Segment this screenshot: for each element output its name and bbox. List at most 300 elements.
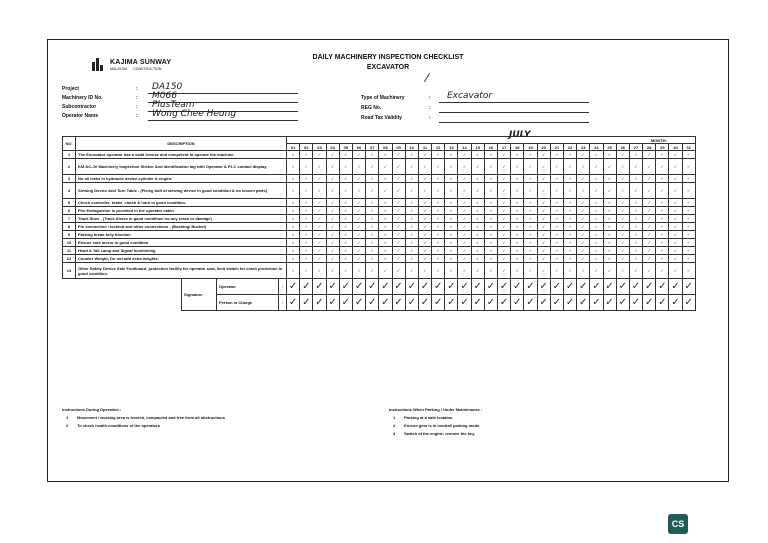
check-mark[interactable]: ✓ [511,247,524,255]
signature-mark[interactable]: ✓ [339,295,352,311]
check-mark[interactable]: ✓ [524,199,537,207]
check-mark[interactable]: ✓ [339,263,352,279]
check-mark[interactable]: ✓ [511,263,524,279]
check-mark[interactable]: ✓ [326,231,339,239]
check-mark[interactable]: ✓ [524,159,537,175]
check-mark[interactable]: ✓ [326,223,339,231]
check-mark[interactable]: ✓ [445,231,458,239]
check-mark[interactable]: ✓ [498,223,511,231]
signature-mark[interactable]: ✓ [643,279,656,295]
check-mark[interactable]: ✓ [577,159,590,175]
check-mark[interactable]: ✓ [629,159,642,175]
signature-mark[interactable]: ✓ [537,295,550,311]
check-mark[interactable]: ✓ [682,215,695,223]
check-mark[interactable]: ✓ [287,159,300,175]
check-mark[interactable]: ✓ [287,255,300,263]
check-mark[interactable]: ✓ [577,239,590,247]
check-mark[interactable]: ✓ [498,183,511,199]
check-mark[interactable]: ✓ [603,199,616,207]
check-mark[interactable]: ✓ [445,247,458,255]
signature-mark[interactable]: ✓ [603,295,616,311]
check-mark[interactable]: ✓ [300,159,313,175]
check-mark[interactable]: ✓ [405,151,418,159]
check-mark[interactable]: ✓ [300,183,313,199]
signature-mark[interactable]: ✓ [458,295,471,311]
check-mark[interactable]: ✓ [418,263,431,279]
check-mark[interactable]: ✓ [590,207,603,215]
check-mark[interactable]: ✓ [603,239,616,247]
check-mark[interactable]: ✓ [339,207,352,215]
signature-mark[interactable]: ✓ [537,279,550,295]
signature-mark[interactable]: ✓ [682,295,695,311]
check-mark[interactable]: ✓ [326,239,339,247]
check-mark[interactable]: ✓ [300,175,313,183]
check-mark[interactable]: ✓ [629,263,642,279]
check-mark[interactable]: ✓ [379,207,392,215]
check-mark[interactable]: ✓ [445,239,458,247]
check-mark[interactable]: ✓ [405,207,418,215]
signature-mark[interactable]: ✓ [432,279,445,295]
check-mark[interactable]: ✓ [432,255,445,263]
check-mark[interactable]: ✓ [366,207,379,215]
check-mark[interactable]: ✓ [498,247,511,255]
check-mark[interactable]: ✓ [418,175,431,183]
check-mark[interactable]: ✓ [326,215,339,223]
check-mark[interactable]: ✓ [379,199,392,207]
check-mark[interactable]: ✓ [682,151,695,159]
check-mark[interactable]: ✓ [643,207,656,215]
check-mark[interactable]: ✓ [392,231,405,239]
check-mark[interactable]: ✓ [352,247,365,255]
check-mark[interactable]: ✓ [405,223,418,231]
check-mark[interactable]: ✓ [432,199,445,207]
check-mark[interactable]: ✓ [300,231,313,239]
check-mark[interactable]: ✓ [498,151,511,159]
check-mark[interactable]: ✓ [511,207,524,215]
check-mark[interactable]: ✓ [379,239,392,247]
signature-mark[interactable]: ✓ [352,279,365,295]
check-mark[interactable]: ✓ [603,175,616,183]
check-mark[interactable]: ✓ [629,231,642,239]
check-mark[interactable]: ✓ [643,151,656,159]
check-mark[interactable]: ✓ [643,199,656,207]
check-mark[interactable]: ✓ [537,263,550,279]
check-mark[interactable]: ✓ [339,223,352,231]
check-mark[interactable]: ✓ [498,159,511,175]
check-mark[interactable]: ✓ [313,255,326,263]
check-mark[interactable]: ✓ [590,231,603,239]
check-mark[interactable]: ✓ [405,255,418,263]
check-mark[interactable]: ✓ [563,255,576,263]
check-mark[interactable]: ✓ [287,175,300,183]
check-mark[interactable]: ✓ [352,183,365,199]
check-mark[interactable]: ✓ [603,151,616,159]
check-mark[interactable]: ✓ [432,183,445,199]
check-mark[interactable]: ✓ [563,183,576,199]
check-mark[interactable]: ✓ [550,247,563,255]
check-mark[interactable]: ✓ [524,183,537,199]
signature-mark[interactable]: ✓ [616,295,629,311]
check-mark[interactable]: ✓ [445,223,458,231]
signature-mark[interactable]: ✓ [656,279,669,295]
check-mark[interactable]: ✓ [511,215,524,223]
check-mark[interactable]: ✓ [352,263,365,279]
check-mark[interactable]: ✓ [563,207,576,215]
signature-mark[interactable]: ✓ [550,279,563,295]
check-mark[interactable]: ✓ [511,223,524,231]
check-mark[interactable]: ✓ [511,231,524,239]
check-mark[interactable]: ✓ [352,199,365,207]
signature-mark[interactable]: ✓ [563,279,576,295]
check-mark[interactable]: ✓ [669,223,682,231]
check-mark[interactable]: ✓ [682,199,695,207]
check-mark[interactable]: ✓ [669,231,682,239]
check-mark[interactable]: ✓ [392,215,405,223]
signature-mark[interactable]: ✓ [471,279,484,295]
check-mark[interactable]: ✓ [537,247,550,255]
check-mark[interactable]: ✓ [563,175,576,183]
check-mark[interactable]: ✓ [669,199,682,207]
signature-mark[interactable]: ✓ [392,295,405,311]
check-mark[interactable]: ✓ [511,151,524,159]
check-mark[interactable]: ✓ [471,255,484,263]
check-mark[interactable]: ✓ [524,207,537,215]
check-mark[interactable]: ✓ [445,151,458,159]
check-mark[interactable]: ✓ [590,263,603,279]
check-mark[interactable]: ✓ [300,151,313,159]
check-mark[interactable]: ✓ [326,175,339,183]
check-mark[interactable]: ✓ [577,207,590,215]
check-mark[interactable]: ✓ [590,247,603,255]
check-mark[interactable]: ✓ [471,175,484,183]
check-mark[interactable]: ✓ [563,215,576,223]
check-mark[interactable]: ✓ [484,263,497,279]
check-mark[interactable]: ✓ [550,263,563,279]
check-mark[interactable]: ✓ [616,207,629,215]
check-mark[interactable]: ✓ [669,239,682,247]
check-mark[interactable]: ✓ [524,231,537,239]
check-mark[interactable]: ✓ [379,159,392,175]
check-mark[interactable]: ✓ [643,223,656,231]
check-mark[interactable]: ✓ [550,215,563,223]
check-mark[interactable]: ✓ [577,151,590,159]
signature-mark[interactable]: ✓ [511,295,524,311]
check-mark[interactable]: ✓ [339,247,352,255]
check-mark[interactable]: ✓ [629,215,642,223]
check-mark[interactable]: ✓ [432,247,445,255]
check-mark[interactable]: ✓ [471,231,484,239]
check-mark[interactable]: ✓ [471,215,484,223]
check-mark[interactable]: ✓ [656,231,669,239]
check-mark[interactable]: ✓ [643,175,656,183]
check-mark[interactable]: ✓ [300,199,313,207]
check-mark[interactable]: ✓ [287,183,300,199]
check-mark[interactable]: ✓ [458,151,471,159]
check-mark[interactable]: ✓ [656,151,669,159]
signature-mark[interactable]: ✓ [577,279,590,295]
signature-mark[interactable]: ✓ [603,279,616,295]
check-mark[interactable]: ✓ [379,151,392,159]
check-mark[interactable]: ✓ [590,175,603,183]
check-mark[interactable]: ✓ [471,223,484,231]
check-mark[interactable]: ✓ [590,199,603,207]
check-mark[interactable]: ✓ [445,183,458,199]
check-mark[interactable]: ✓ [537,183,550,199]
check-mark[interactable]: ✓ [392,239,405,247]
check-mark[interactable]: ✓ [458,255,471,263]
check-mark[interactable]: ✓ [590,151,603,159]
signature-mark[interactable]: ✓ [432,295,445,311]
check-mark[interactable]: ✓ [326,151,339,159]
check-mark[interactable]: ✓ [418,223,431,231]
check-mark[interactable]: ✓ [366,183,379,199]
check-mark[interactable]: ✓ [616,199,629,207]
check-mark[interactable]: ✓ [484,239,497,247]
check-mark[interactable]: ✓ [379,215,392,223]
check-mark[interactable]: ✓ [379,263,392,279]
check-mark[interactable]: ✓ [643,231,656,239]
check-mark[interactable]: ✓ [643,263,656,279]
check-mark[interactable]: ✓ [616,247,629,255]
check-mark[interactable]: ✓ [537,255,550,263]
check-mark[interactable]: ✓ [682,239,695,247]
check-mark[interactable]: ✓ [471,263,484,279]
check-mark[interactable]: ✓ [458,199,471,207]
check-mark[interactable]: ✓ [458,247,471,255]
check-mark[interactable]: ✓ [682,207,695,215]
check-mark[interactable]: ✓ [352,223,365,231]
check-mark[interactable]: ✓ [326,207,339,215]
check-mark[interactable]: ✓ [458,223,471,231]
check-mark[interactable]: ✓ [498,199,511,207]
check-mark[interactable]: ✓ [326,255,339,263]
check-mark[interactable]: ✓ [577,175,590,183]
check-mark[interactable]: ✓ [405,247,418,255]
check-mark[interactable]: ✓ [405,215,418,223]
check-mark[interactable]: ✓ [379,255,392,263]
check-mark[interactable]: ✓ [471,199,484,207]
check-mark[interactable]: ✓ [300,239,313,247]
check-mark[interactable]: ✓ [458,231,471,239]
check-mark[interactable]: ✓ [577,255,590,263]
check-mark[interactable]: ✓ [669,247,682,255]
check-mark[interactable]: ✓ [603,183,616,199]
check-mark[interactable]: ✓ [287,223,300,231]
check-mark[interactable]: ✓ [550,223,563,231]
check-mark[interactable]: ✓ [445,159,458,175]
check-mark[interactable]: ✓ [682,255,695,263]
check-mark[interactable]: ✓ [656,239,669,247]
check-mark[interactable]: ✓ [563,151,576,159]
check-mark[interactable]: ✓ [313,239,326,247]
check-mark[interactable]: ✓ [484,199,497,207]
check-mark[interactable]: ✓ [484,159,497,175]
check-mark[interactable]: ✓ [366,231,379,239]
signature-mark[interactable]: ✓ [656,295,669,311]
check-mark[interactable]: ✓ [616,215,629,223]
check-mark[interactable]: ✓ [616,263,629,279]
check-mark[interactable]: ✓ [577,263,590,279]
check-mark[interactable]: ✓ [498,175,511,183]
signature-mark[interactable]: ✓ [392,279,405,295]
check-mark[interactable]: ✓ [629,151,642,159]
check-mark[interactable]: ✓ [669,159,682,175]
signature-mark[interactable]: ✓ [563,295,576,311]
check-mark[interactable]: ✓ [603,223,616,231]
check-mark[interactable]: ✓ [392,151,405,159]
signature-mark[interactable]: ✓ [498,295,511,311]
check-mark[interactable]: ✓ [313,207,326,215]
check-mark[interactable]: ✓ [484,207,497,215]
check-mark[interactable]: ✓ [313,159,326,175]
check-mark[interactable]: ✓ [498,215,511,223]
check-mark[interactable]: ✓ [418,151,431,159]
check-mark[interactable]: ✓ [405,263,418,279]
signature-mark[interactable]: ✓ [352,295,365,311]
check-mark[interactable]: ✓ [445,207,458,215]
check-mark[interactable]: ✓ [366,159,379,175]
check-mark[interactable]: ✓ [458,159,471,175]
check-mark[interactable]: ✓ [392,247,405,255]
check-mark[interactable]: ✓ [629,247,642,255]
check-mark[interactable]: ✓ [300,223,313,231]
check-mark[interactable]: ✓ [669,255,682,263]
check-mark[interactable]: ✓ [537,151,550,159]
check-mark[interactable]: ✓ [524,255,537,263]
check-mark[interactable]: ✓ [313,175,326,183]
check-mark[interactable]: ✓ [392,175,405,183]
check-mark[interactable]: ✓ [287,207,300,215]
check-mark[interactable]: ✓ [629,175,642,183]
check-mark[interactable]: ✓ [656,183,669,199]
check-mark[interactable]: ✓ [418,159,431,175]
check-mark[interactable]: ✓ [603,247,616,255]
check-mark[interactable]: ✓ [326,183,339,199]
check-mark[interactable]: ✓ [484,175,497,183]
check-mark[interactable]: ✓ [379,183,392,199]
check-mark[interactable]: ✓ [432,215,445,223]
signature-mark[interactable]: ✓ [287,295,300,311]
check-mark[interactable]: ✓ [498,255,511,263]
check-mark[interactable]: ✓ [392,183,405,199]
check-mark[interactable]: ✓ [511,239,524,247]
check-mark[interactable]: ✓ [432,231,445,239]
check-mark[interactable]: ✓ [590,159,603,175]
check-mark[interactable]: ✓ [458,207,471,215]
check-mark[interactable]: ✓ [445,215,458,223]
signature-mark[interactable]: ✓ [643,295,656,311]
check-mark[interactable]: ✓ [379,231,392,239]
check-mark[interactable]: ✓ [366,255,379,263]
signature-mark[interactable]: ✓ [326,295,339,311]
check-mark[interactable]: ✓ [471,159,484,175]
check-mark[interactable]: ✓ [682,263,695,279]
check-mark[interactable]: ✓ [616,255,629,263]
check-mark[interactable]: ✓ [616,239,629,247]
check-mark[interactable]: ✓ [432,151,445,159]
check-mark[interactable]: ✓ [669,183,682,199]
check-mark[interactable]: ✓ [432,207,445,215]
signature-mark[interactable]: ✓ [287,279,300,295]
check-mark[interactable]: ✓ [656,223,669,231]
check-mark[interactable]: ✓ [339,231,352,239]
check-mark[interactable]: ✓ [484,151,497,159]
check-mark[interactable]: ✓ [339,215,352,223]
check-mark[interactable]: ✓ [563,199,576,207]
check-mark[interactable]: ✓ [498,207,511,215]
check-mark[interactable]: ✓ [471,247,484,255]
check-mark[interactable]: ✓ [352,207,365,215]
check-mark[interactable]: ✓ [682,175,695,183]
check-mark[interactable]: ✓ [524,263,537,279]
check-mark[interactable]: ✓ [392,255,405,263]
check-mark[interactable]: ✓ [405,199,418,207]
check-mark[interactable]: ✓ [405,231,418,239]
check-mark[interactable]: ✓ [656,207,669,215]
check-mark[interactable]: ✓ [550,151,563,159]
check-mark[interactable]: ✓ [405,183,418,199]
signature-mark[interactable]: ✓ [629,295,642,311]
check-mark[interactable]: ✓ [339,199,352,207]
check-mark[interactable]: ✓ [458,263,471,279]
check-mark[interactable]: ✓ [563,239,576,247]
check-mark[interactable]: ✓ [418,239,431,247]
signature-mark[interactable]: ✓ [300,279,313,295]
check-mark[interactable]: ✓ [656,175,669,183]
check-mark[interactable]: ✓ [643,159,656,175]
check-mark[interactable]: ✓ [537,231,550,239]
check-mark[interactable]: ✓ [339,151,352,159]
check-mark[interactable]: ✓ [498,263,511,279]
signature-mark[interactable]: ✓ [313,279,326,295]
signature-mark[interactable]: ✓ [498,279,511,295]
check-mark[interactable]: ✓ [300,207,313,215]
check-mark[interactable]: ✓ [484,183,497,199]
check-mark[interactable]: ✓ [418,247,431,255]
check-mark[interactable]: ✓ [313,247,326,255]
check-mark[interactable]: ✓ [669,263,682,279]
check-mark[interactable]: ✓ [366,223,379,231]
signature-mark[interactable]: ✓ [616,279,629,295]
check-mark[interactable]: ✓ [379,175,392,183]
signature-mark[interactable]: ✓ [669,295,682,311]
check-mark[interactable]: ✓ [339,159,352,175]
check-mark[interactable]: ✓ [418,199,431,207]
check-mark[interactable]: ✓ [418,215,431,223]
signature-mark[interactable]: ✓ [339,279,352,295]
check-mark[interactable]: ✓ [366,263,379,279]
check-mark[interactable]: ✓ [629,223,642,231]
check-mark[interactable]: ✓ [379,247,392,255]
check-mark[interactable]: ✓ [287,231,300,239]
check-mark[interactable]: ✓ [616,231,629,239]
check-mark[interactable]: ✓ [563,223,576,231]
check-mark[interactable]: ✓ [445,199,458,207]
check-mark[interactable]: ✓ [352,151,365,159]
check-mark[interactable]: ✓ [643,215,656,223]
signature-mark[interactable]: ✓ [379,295,392,311]
check-mark[interactable]: ✓ [458,215,471,223]
check-mark[interactable]: ✓ [352,231,365,239]
check-mark[interactable]: ✓ [616,159,629,175]
check-mark[interactable]: ✓ [352,255,365,263]
check-mark[interactable]: ✓ [339,183,352,199]
check-mark[interactable]: ✓ [326,199,339,207]
check-mark[interactable]: ✓ [352,215,365,223]
check-mark[interactable]: ✓ [339,239,352,247]
signature-mark[interactable]: ✓ [484,279,497,295]
check-mark[interactable]: ✓ [537,223,550,231]
